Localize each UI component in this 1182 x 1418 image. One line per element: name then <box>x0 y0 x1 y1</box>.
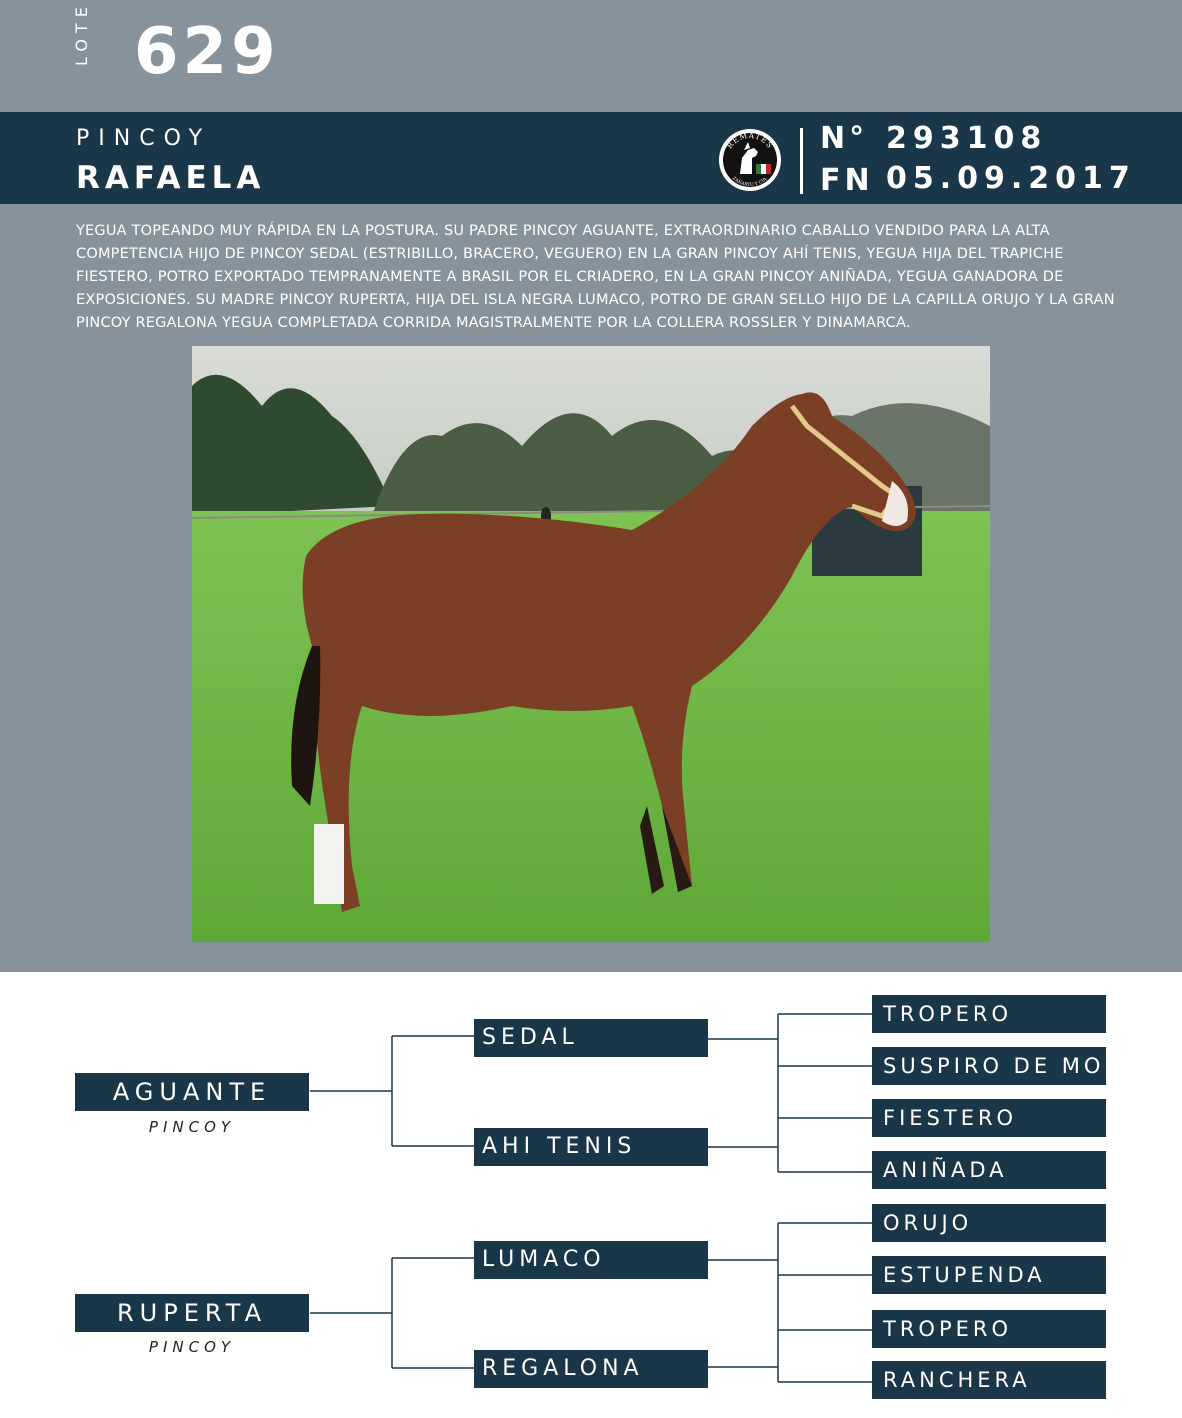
svg-text:ZAÑARTU Y CIA.: ZAÑARTU Y CIA. <box>730 176 770 189</box>
pedigree-paternal-grandsire: SEDAL <box>474 1019 708 1057</box>
pedigree-dam: RUPERTA <box>75 1294 309 1332</box>
pedigree-great-grandparent: ORUJO <box>872 1204 1106 1242</box>
pedigree-great-grandparent: FIESTERO <box>872 1099 1106 1137</box>
birth-date-label: FN <box>820 163 874 198</box>
pedigree-great-grandparent: ANIÑADA <box>872 1151 1106 1189</box>
pedigree-sire-prefix: PINCOY <box>148 1118 236 1136</box>
pedigree-maternal-grandsire: LUMACO <box>474 1241 708 1279</box>
pedigree-sire: AGUANTE <box>75 1073 309 1111</box>
pedigree-great-grandparent: SUSPIRO DE MONJA <box>872 1047 1106 1085</box>
pedigree-great-grandparent: ESTUPENDA <box>872 1256 1106 1294</box>
pedigree-great-grandparent: TROPERO <box>872 1310 1106 1348</box>
pedigree-paternal-granddam: AHI TENIS <box>474 1128 708 1166</box>
horse-prefix: PINCOY <box>76 126 212 151</box>
header-divider <box>800 128 803 194</box>
pedigree-dam-prefix: PINCOY <box>148 1338 236 1356</box>
pedigree-maternal-granddam: REGALONA <box>474 1350 708 1388</box>
pedigree-great-grandparent: TROPERO <box>872 995 1106 1033</box>
horse-name: RAFAELA <box>76 160 266 196</box>
lote-number: 629 <box>134 15 280 89</box>
remates-logo <box>718 128 782 192</box>
registration-label: N° <box>820 121 869 156</box>
horse-photo <box>192 346 990 942</box>
horse-description: YEGUA TOPEANDO MUY RÁPIDA EN LA POSTURA. SU PADRE PINCOY AGUANTE, EXTRAORDINARIO CABALLO VENDIDO PARA LA ALTA COMPETENCIA HIJO DE PINCOY SEDAL (ESTRIBILLO, BRACERO, VEGUERO) EN LA GRAN PINCOY AHÍ TENIS, YEGUA HIJA DEL TRAPICHE FIESTERO, POTRO EXPORTADO TEMPRANAMENTE A BRASIL POR EL CRIADERO, EN LA GRAN PINCOY ANIÑADA, YEGUA GANADORA DE EXPOSICIONES. SU MADRE PINCOY RUPERTA, HIJA DEL ISLA NEGRA LUMACO, POTRO DE GRAN SELLO HIJO DE LA CAPILLA ORUJO Y LA GRAN PINCOY REGALONA YEGUA COMPLETADA CORRIDA MAGISTRALMENTE POR LA COLLERA ROSSLER Y DINAMARCA. <box>76 223 1115 331</box>
svg-text:REMATES: REMATES <box>725 130 776 151</box>
pedigree-great-grandparent: RANCHERA <box>872 1361 1106 1399</box>
registration-number: 293108 <box>886 121 1048 156</box>
birth-date: 05.09.2017 <box>886 161 1136 196</box>
lote-label: LOTE <box>72 1 91 66</box>
